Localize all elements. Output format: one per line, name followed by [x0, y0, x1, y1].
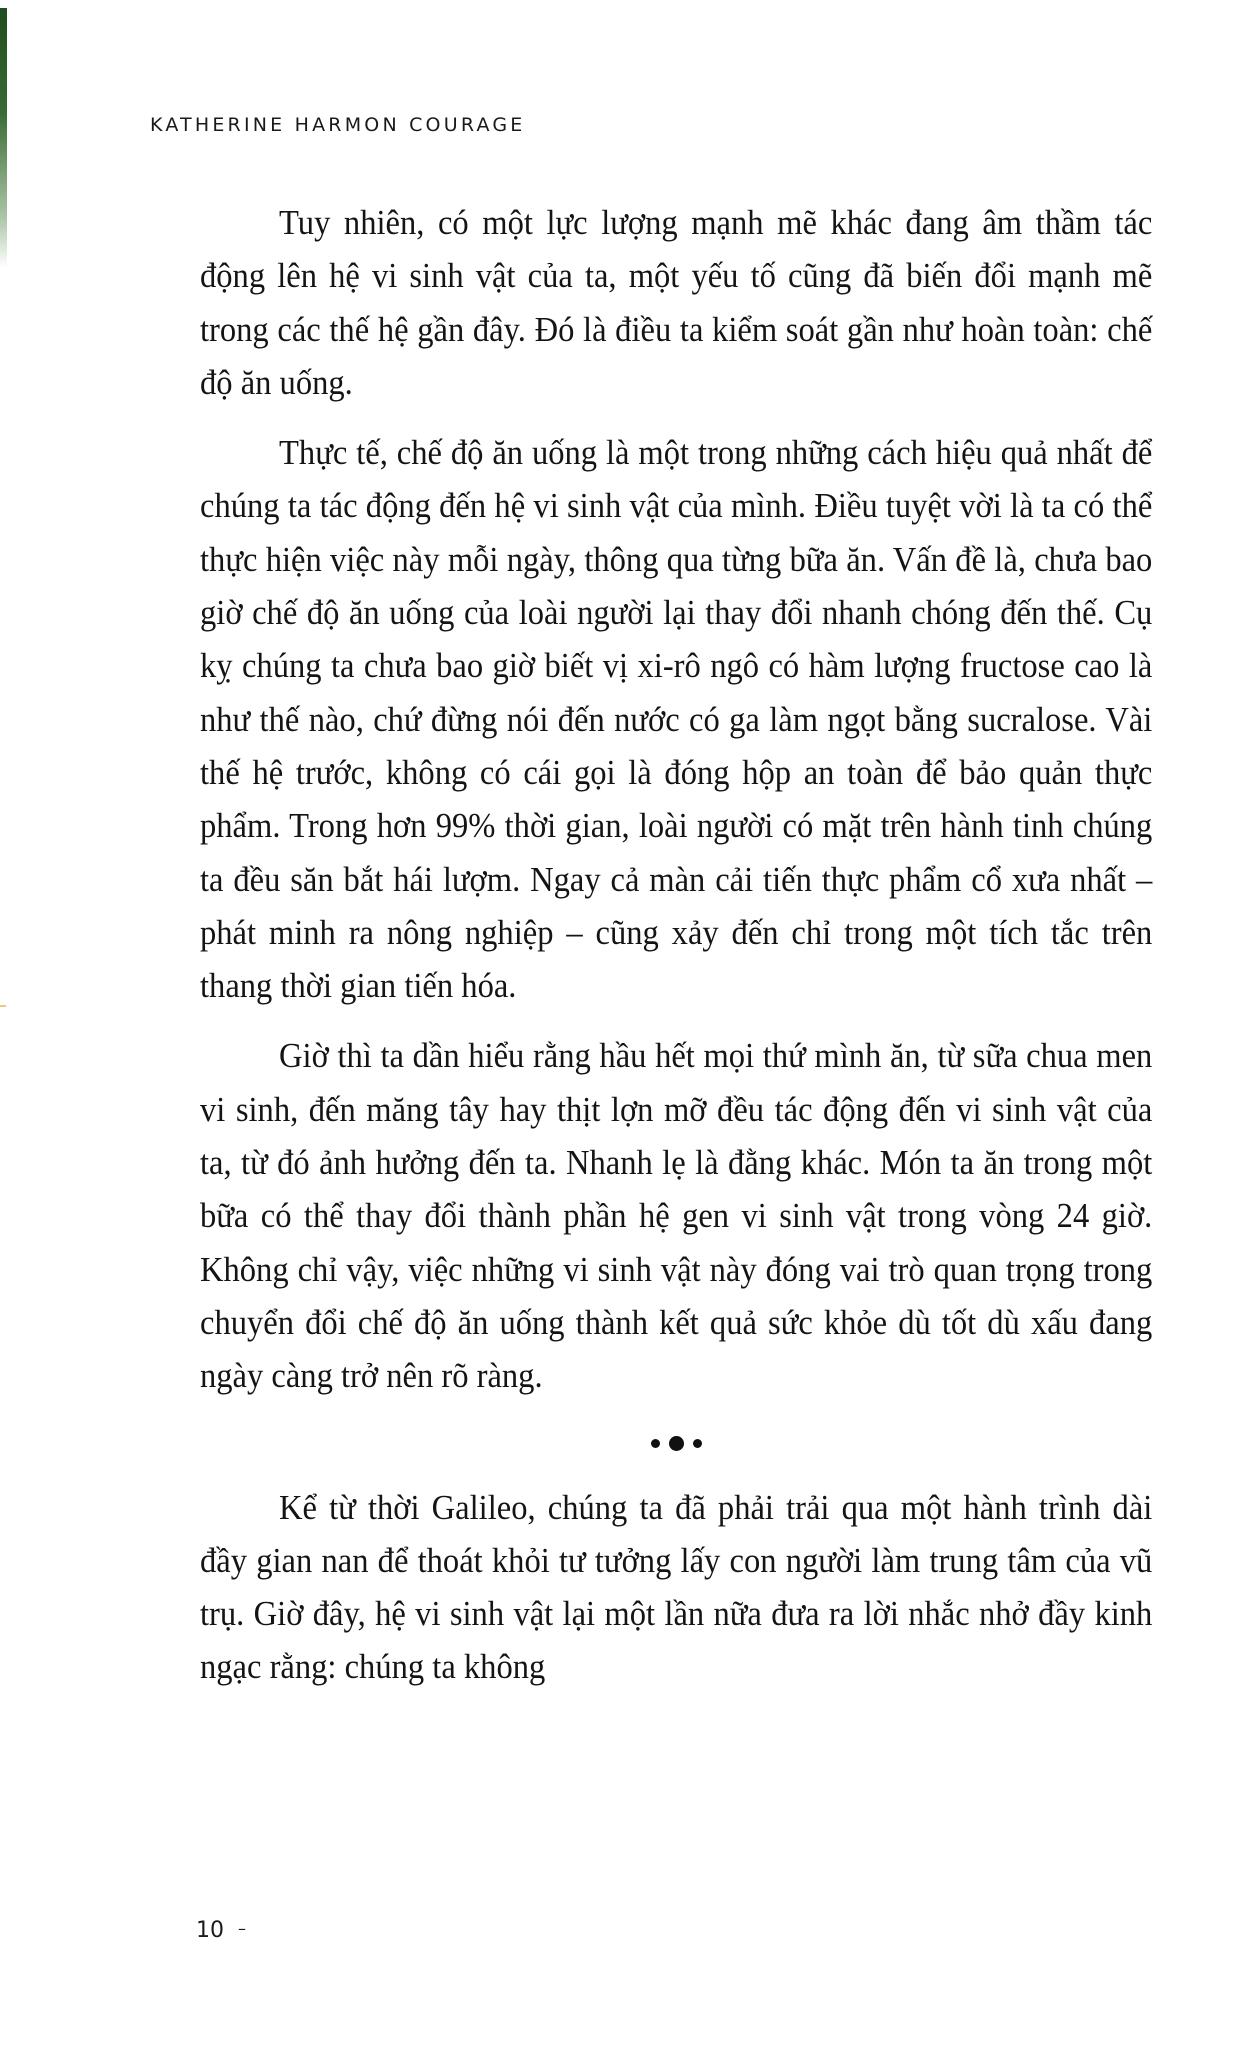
page-number — [196, 1918, 246, 1943]
scan-artifact-mark — [0, 1005, 6, 1007]
paragraph-4: Kể từ thời Galileo, chúng ta đã phải trải qua một hành trình dài đầy gian nan để thoát khỏi tư tưởng lấy con người làm trung tâm của vũ trụ. Giờ đây, hệ vi sinh vật lại một lần nữa đưa ra lời nhắc nhở đầy kinh ngạc rằng: chúng ta không — [200, 1487, 1153, 1687]
paragraph-2: Thực tế, chế độ ăn uống là một trong những cách hiệu quả nhất để chúng ta tác động đến hệ vi sinh vật của mình. Điều tuyệt vời là ta có thể thực hiện việc này mỗi ngày, thông qua từng bữa ăn. Vấn đề là, chưa bao giờ chế độ ăn uống của loài người lại thay đổi nhanh chóng đến thế. Cụ kỵ chúng ta chưa bao giờ biết vị xi-rô ngô có hàm lượng fructose cao là như thế nào, chứ đừng nói đến nước có ga làm ngọt bằng sucralose. Vài thế hệ trước, không có cái gọi là đóng hộp an toàn để bảo quản thực phẩm. Trong hơn 99% thời gian, loài người có mặt trên hành tinh chúng ta đều săn bắt hái lượm. Ngay cả màn cải tiến thực phẩm cổ xưa nhất – phát minh ra nông nghiệp – cũng xảy đến chỉ trong một tích tắc trên thang thời gian tiến hóa. — [200, 433, 1153, 1006]
book-cover-edge — [0, 8, 7, 268]
page-number-value: 10 — [196, 1918, 224, 1943]
paragraph-3: Giờ thì ta dần hiểu rằng hầu hết mọi thứ mình ăn, từ sữa chua men vi sinh, đến măng tây hay thịt lợn mỡ đều tác động đến vi sinh vật của ta, từ đó ảnh hưởng đến ta. Nhanh lẹ là đằng khác. Món ta ăn trong một bữa có thể thay đổi thành phần hệ gen vi sinh vật trong vòng 24 giờ. Không chỉ vậy, việc những vi sinh vật này đóng vai trò quan trọng trong chuyển đổi chế độ ăn uống thành kết quả sức khỏe dù tốt dù xấu đang ngày càng trở nên rõ ràng. — [200, 1036, 1153, 1396]
ornament-dot-icon — [669, 1436, 684, 1451]
ornament-dot-icon — [693, 1439, 702, 1448]
body-text — [200, 196, 1152, 1694]
section-break-ornament — [200, 1413, 1152, 1475]
page-number-separator: – — [238, 1919, 246, 1938]
ornament-dot-icon — [651, 1439, 660, 1448]
paragraph-1: Tuy nhiên, có một lực lượng mạnh mẽ khác đang âm thầm tác động lên hệ vi sinh vật của ta, một yếu tố cũng đã biến đổi mạnh mẽ trong các thế hệ gần đây. Đó là điều ta kiểm soát gần như hoàn toàn: chế độ ăn uống. — [200, 203, 1153, 402]
running-head-author: KATHERINE HARMON COURAGE — [150, 114, 526, 136]
